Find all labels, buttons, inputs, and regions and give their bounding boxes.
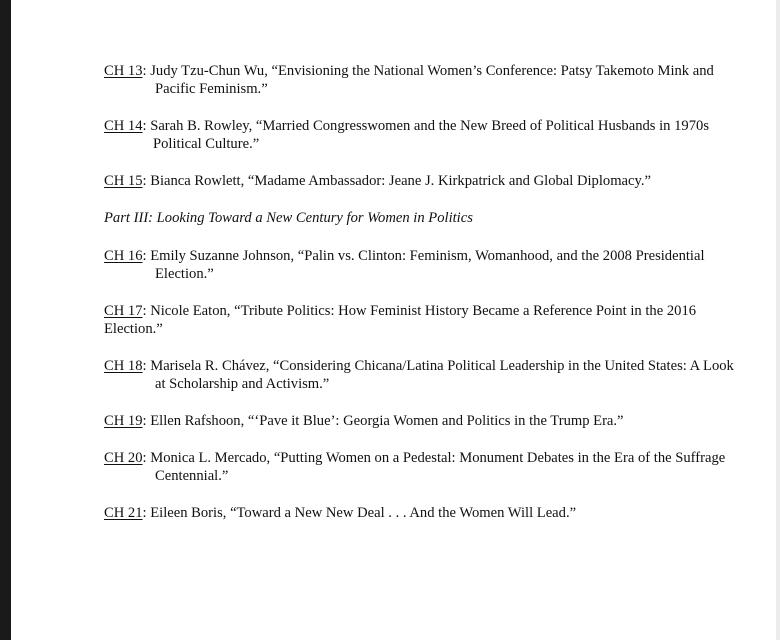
left-edge-bar (0, 0, 11, 640)
chapter-entry-14 (104, 117, 744, 153)
chapter-citation: : Ellen Rafshoon, “‘Pave it Blue’: Georgia Women and Politics in the Trump Era.” (142, 413, 624, 429)
chapter-citation: : Monica L. Mercado, “Putting Women on a Pedestal: Monument Debates in the Era of the Suffrage Centennial.” (142, 450, 726, 484)
chapter-number: CH 14 (104, 118, 143, 134)
chapter-citation: : Bianca Rowlett, “Madame Ambassador: Jeane J. Kirkpatrick and Global Diplomacy.” (142, 173, 651, 189)
chapter-number: CH 19 (104, 413, 143, 429)
chapter-entry-16 (104, 247, 744, 283)
chapter-citation: : Sarah B. Rowley, “Married Congresswomen and the New Breed of Political Husbands in 1970s Political Culture.” (142, 118, 709, 152)
chapter-number: CH 18 (104, 358, 143, 374)
section-heading: Part III: Looking Toward a New Century for Women in Politics (104, 210, 473, 226)
chapter-entry-18 (104, 357, 744, 393)
chapter-entry-21 (104, 504, 744, 522)
chapter-entry-13 (104, 62, 744, 98)
chapter-number: CH 16 (104, 248, 143, 264)
document-page (104, 62, 744, 541)
chapter-number: CH 15 (104, 173, 143, 189)
chapter-citation: : Emily Suzanne Johnson, “Palin vs. Clinton: Feminism, Womanhood, and the 2008 Presidential Election.” (142, 248, 705, 282)
chapter-number: CH 13 (104, 63, 143, 79)
chapter-entry-20 (104, 449, 744, 485)
chapter-entry-17 (104, 302, 744, 338)
chapter-citation: : Nicole Eaton, “Tribute Politics: How Feminist History Became a Reference Point in the 2016 Election.” (104, 303, 697, 337)
chapter-number: CH 21 (104, 505, 143, 521)
chapter-number: CH 20 (104, 450, 143, 466)
chapter-citation: : Eileen Boris, “Toward a New New Deal . . . And the Women Will Lead.” (142, 505, 577, 521)
chapter-number: CH 17 (104, 303, 143, 319)
chapter-citation: : Judy Tzu-Chun Wu, “Envisioning the National Women’s Conference: Patsy Takemoto Mink and Pacific Feminism.” (142, 63, 714, 97)
chapter-entry-19 (104, 412, 744, 430)
right-edge-border (776, 0, 780, 640)
chapter-citation: : Marisela R. Chávez, “Considering Chicana/Latina Political Leadership in the United States: A Look at Scholarship and Activism.” (142, 358, 734, 392)
chapter-entry-15 (104, 172, 744, 190)
